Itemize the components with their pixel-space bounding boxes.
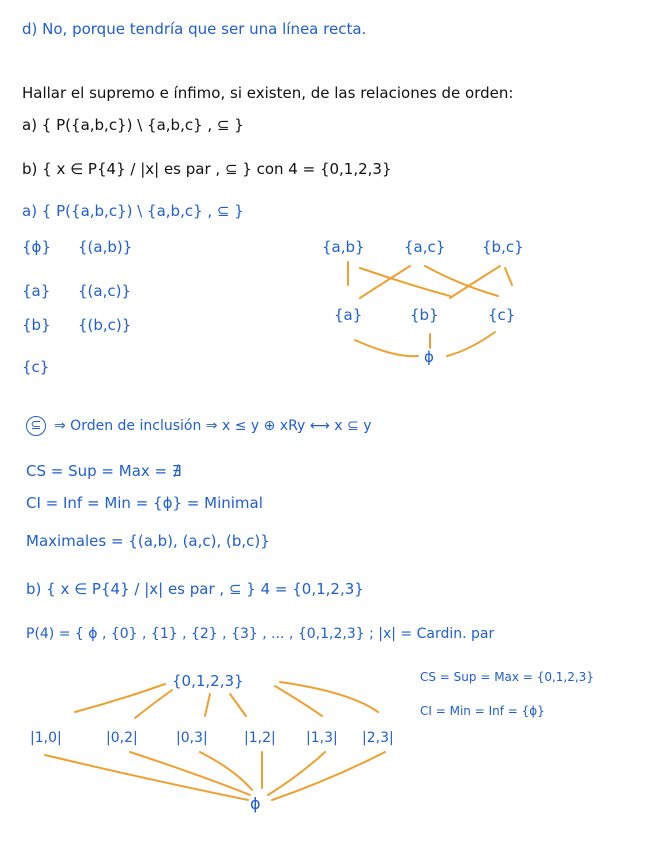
ci-b-line: CI = Min = Inf = {ϕ} [420, 704, 545, 718]
set-list-item: {(a,c)} [78, 282, 131, 300]
hasse-a-node: {a,b} [322, 238, 365, 256]
hasse-b-node: |1,2| [244, 730, 276, 746]
hasse-b-node: |0,3| [176, 730, 208, 746]
hasse-b-node: |0,2| [106, 730, 138, 746]
hasse-a-node: {a,c} [404, 238, 446, 256]
maximales-line: Maximales = {(a,b), (a,c), (b,c)} [26, 532, 270, 550]
hasse-a-bottom: ϕ [424, 348, 434, 366]
set-list-item: {c} [22, 358, 50, 376]
cs-line: CS = Sup = Max = ∄ [26, 462, 182, 480]
inclusion-circle-mark: ⊆ [26, 416, 46, 436]
hasse-a-edge [447, 332, 495, 356]
hasse-b-node: |2,3| [362, 730, 394, 746]
solution-a-title: a) { P({a,b,c}) \ {a,b,c} , ⊆ } [22, 202, 244, 220]
hasse-b-bottom: ϕ [250, 794, 261, 813]
order-relation-line: ⇒ Orden de inclusión ⇒ x ≤ y ⊕ xRy ⟷ x ⊆ y [54, 418, 372, 434]
hasse-a-node: {b,c} [482, 238, 524, 256]
ci-line: CI = Inf = Min = {ϕ} = Minimal [26, 494, 263, 512]
set-list-item: {(a,b)} [78, 238, 133, 256]
set-list-item: {a} [22, 282, 51, 300]
hasse-a-edge [505, 268, 512, 285]
hasse-b-node: |1,3| [306, 730, 338, 746]
hasse-b-edge [275, 686, 322, 716]
hasse-b-edge [205, 694, 210, 716]
hasse-a-node: {b} [410, 306, 439, 324]
hasse-b-top: {0,1,2,3} [172, 672, 244, 690]
problem-b: b) { x ∈ P{4} / |x| es par , ⊆ } con 4 = {0,1,2,3} [22, 160, 392, 178]
problem-a: a) { P({a,b,c}) \ {a,b,c} , ⊆ } [22, 116, 244, 134]
hasse-a-node: {c} [488, 306, 516, 324]
hasse-a-node: {a} [334, 306, 363, 324]
answer-d: d) No, porque tendría que ser una línea recta. [22, 20, 367, 38]
hasse-b-node: |1,0| [30, 730, 62, 746]
set-list-item: {b} [22, 316, 51, 334]
hasse-b-edge [200, 752, 252, 790]
set-list-item: {(b,c)} [78, 316, 132, 334]
p4-line: P(4) = { ϕ , {0} , {1} , {2} , {3} , ... , {0,1,2,3} ; |x| = Cardin. par [26, 626, 495, 642]
solution-b-title: b) { x ∈ P{4} / |x| es par , ⊆ } 4 = {0,1,2,3} [26, 580, 364, 598]
hasse-a-edge [355, 340, 418, 356]
cs-b-line: CS = Sup = Max = {0,1,2,3} [420, 670, 594, 684]
hasse-b-edge [230, 694, 246, 716]
hasse-b-edge [135, 690, 172, 718]
hasse-b-edge [272, 752, 385, 800]
heading: Hallar el supremo e ínfimo, si existen, de las relaciones de orden: [22, 84, 514, 102]
hasse-b-edge [268, 752, 325, 795]
set-list-item: {ϕ} [22, 238, 51, 256]
hasse-b-edge [75, 684, 165, 712]
